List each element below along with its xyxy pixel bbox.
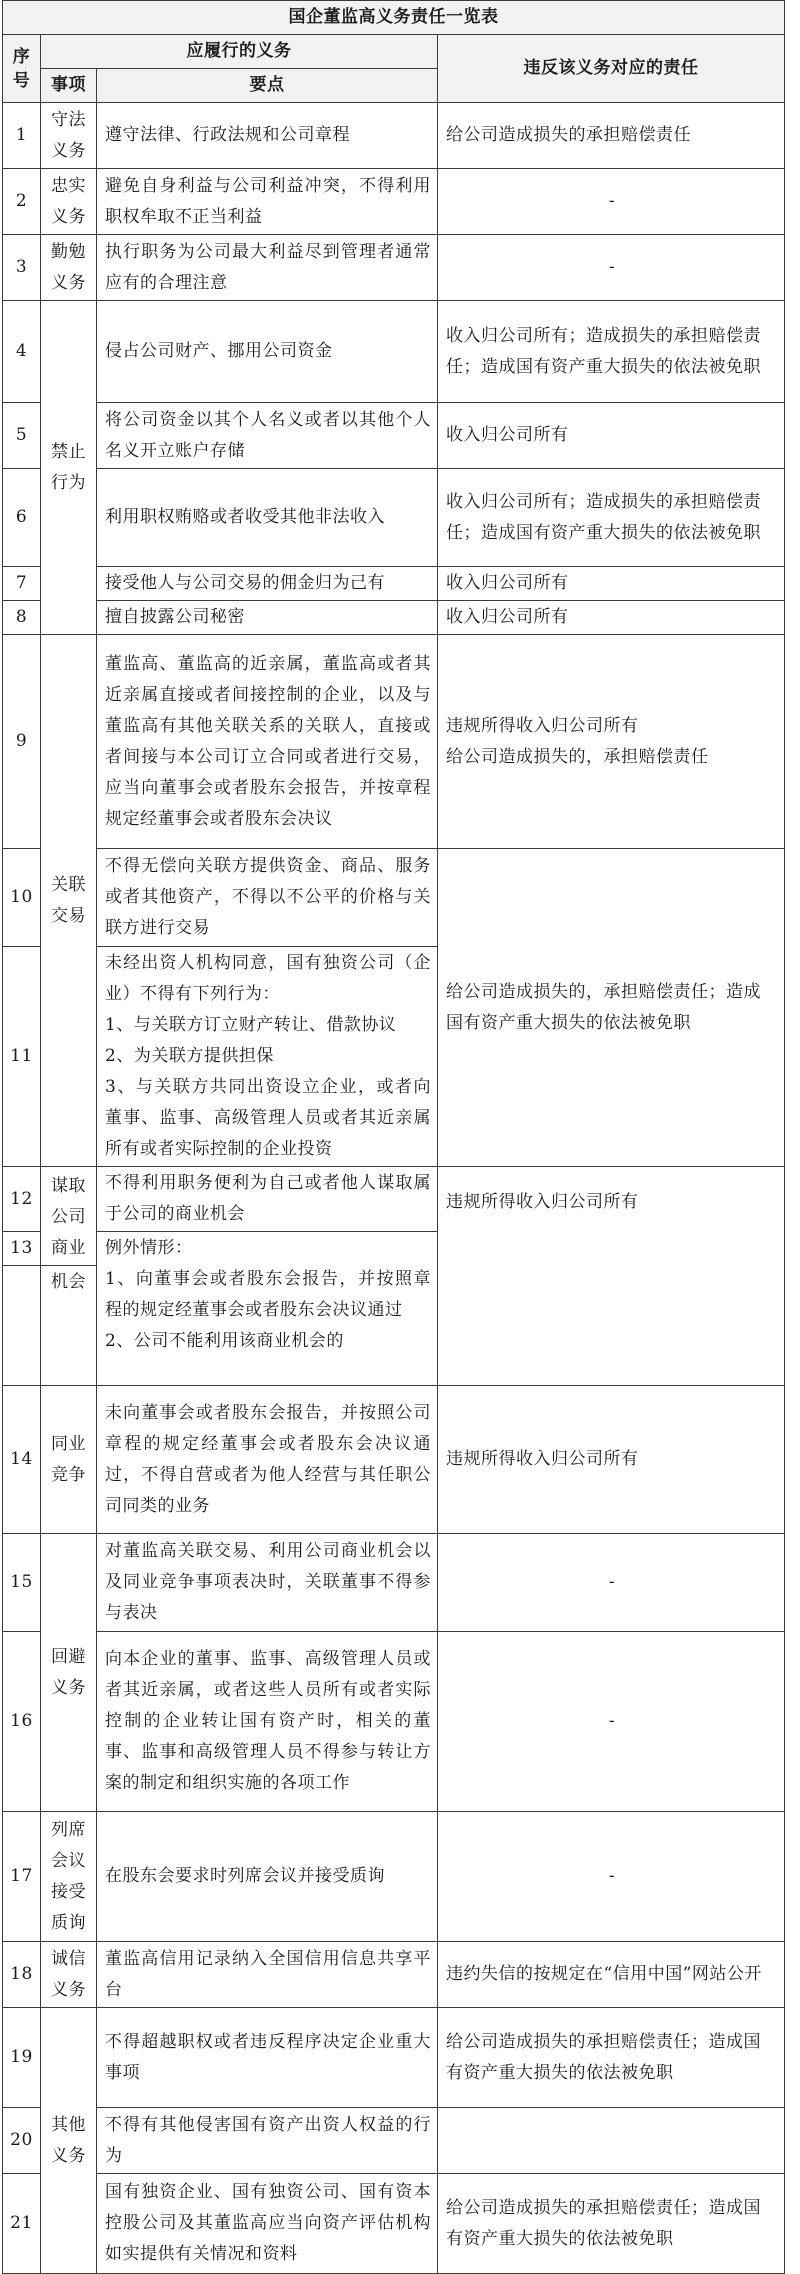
point-line: 3、与关联方共同出资设立企业，或者向董事、监事、高级管理人员或者其近亲属所有或者实际控制的企业投资 [105,1077,431,1159]
duty-responsibility: 收入归公司所有；造成损失的承担赔偿责任；造成国有资产重大损失的依法被免职 [438,301,785,403]
responsibility-line: 违规所得收入归公司所有 [446,715,639,736]
duty-point: 对董监高关联交易、利用公司商业机会以及同业竞争事项表决时，关联董事不得参与表决 [97,1534,438,1632]
duty-responsibility: - [438,235,785,301]
duty-point: 未向董事会或者股东会报告，并按照公司章程的规定经董事会或者股东会决议通过，不得自营或者为他人经营与其任职公司同类的业务 [97,1386,438,1534]
duty-point: 避免自身利益与公司利益冲突，不得利用职权牟取不正当利益 [97,169,438,235]
item-category: 守法义务 [41,103,97,169]
row-seq: 21 [3,2174,41,2274]
row-seq: 4 [3,301,41,403]
duty-responsibility: 给公司造成损失的承担赔偿责任；造成国有资产重大损失的依法被免职 [438,2008,785,2108]
duty-responsibility: 给公司造成损失的承担赔偿责任；造成国有资产重大损失的依法被免职 [438,2174,785,2274]
duty-point [97,947,438,1167]
duty-responsibility: 违规所得收入归公司所有 [438,1386,785,1534]
duty-responsibility: 收入归公司所有；造成损失的承担赔偿责任；造成国有资产重大损失的依法被免职 [438,469,785,567]
duty-point: 在股东会要求时列席会议并接受质询 [97,1812,438,1942]
duty-point: 侵占公司财产、挪用公司资金 [97,301,438,403]
title-row [3,1,785,35]
duty-point: 不得无偿向关联方提供资金、商品、服务或者其他资产，不得以不公平的价格与关联方进行交易 [97,849,438,947]
table-row [3,2008,785,2108]
row-seq: 1 [3,103,41,169]
duty-point: 接受他人与公司交易的佣金归为己有 [97,567,438,601]
item-category: 谋取公司商业 [41,1167,97,1266]
row-seq: 5 [3,403,41,469]
point-line: 例外情形： [105,1238,193,1258]
table-row [3,469,785,567]
item-category: 列席会议接受质询 [41,1812,97,1942]
table-row [3,1632,785,1812]
duty-point: 董监高、董监高的近亲属，董监高或者其近亲属直接或者间接控制的企业，以及与董监高有其他关联关系的关联人，直接或者间接与本公司订立合同或者进行交易，应当向董事会或者股东会报告，并按章程规定经董事会或者股东会决议 [97,635,438,849]
header-duties: 应履行的义务 [41,35,438,69]
item-category: 勤勉义务 [41,235,97,301]
duty-responsibility-empty [438,2108,785,2174]
item-category: 回避义务 [41,1534,97,1812]
table-row [3,403,785,469]
header-responsibility: 违反该义务对应的责任 [438,35,785,103]
duty-responsibility: - [438,1812,785,1942]
duty-responsibility: 违规所得收入归公司所有 [438,1167,785,1386]
item-category: 忠实义务 [41,169,97,235]
table-row [3,1812,785,1942]
table-row [3,2174,785,2274]
duty-responsibility: - [438,169,785,235]
row-seq: 12 [3,1167,41,1232]
duty-point: 执行职务为公司最大利益尽到管理者通常应有的合理注意 [97,235,438,301]
row-seq: 6 [3,469,41,567]
row-seq: 20 [3,2108,41,2174]
duty-responsibility: - [438,1632,785,1812]
duty-point: 向本企业的董事、监事、高级管理人员或者其近亲属，或者这些人员所有或者实际控制的企业转让国有资产时，相关的董事、监事和高级管理人员不得参与转让方案的制定和组织实施的各项工作 [97,1632,438,1812]
row-seq: 3 [3,235,41,301]
row-seq: 8 [3,601,41,635]
table-title: 国企董监高义务责任一览表 [3,1,785,35]
row-seq: 11 [3,947,41,1167]
table-row [3,1534,785,1632]
table-row [3,103,785,169]
table-row [3,301,785,403]
table-row [3,235,785,301]
duty-table [2,0,785,2274]
item-category: 关联交易 [41,635,97,1167]
row-seq: 15 [3,1534,41,1632]
table-row [3,601,785,635]
table-row [3,567,785,601]
point-line: 2、公司不能利用该商业机会的 [105,1331,344,1351]
row-seq: 13 [3,1232,41,1266]
item-category-continuation: 机会 [41,1266,97,1386]
point-line: 1、与关联方订立财产转让、借款协议 [105,1015,397,1035]
item-category: 诚信义务 [41,1942,97,2008]
header-row-1 [3,35,785,69]
duty-point: 遵守法律、行政法规和公司章程 [97,103,438,169]
duty-point: 不得有其他侵害国有资产出资人权益的行为 [97,2108,438,2174]
duty-point: 国有独资企业、国有独资公司、国有资本控股公司及其董监高应当向资产评估机构如实提供有关情况和资料 [97,2174,438,2274]
duty-point: 利用职权贿赂或者收受其他非法收入 [97,469,438,567]
duty-responsibility: - [438,1534,785,1632]
duty-point: 擅自披露公司秘密 [97,601,438,635]
duty-point: 董监高信用记录纳入全国信用信息共享平台 [97,1942,438,2008]
point-line: 2、为关联方提供担保 [105,1046,274,1066]
duty-responsibility: 收入归公司所有 [438,601,785,635]
row-seq: 18 [3,1942,41,2008]
table-row [3,1167,785,1232]
point-line: 未经出资人机构同意，国有独资公司（企业）不得有下列行为： [105,953,431,1004]
row-seq: 14 [3,1386,41,1534]
item-category: 禁止行为 [41,301,97,635]
table-row [3,169,785,235]
header-seq: 序号 [3,35,41,103]
item-category: 同业竞争 [41,1386,97,1534]
item-category: 其他义务 [41,2008,97,2274]
responsibility-line: 给公司造成损失的，承担赔偿责任 [446,746,709,767]
table-row [3,1386,785,1534]
duty-point [97,1232,438,1386]
duty-responsibility: 给公司造成损失的，承担赔偿责任；造成国有资产重大损失的依法被免职 [438,849,785,1167]
row-seq: 17 [3,1812,41,1942]
table-row [3,849,785,947]
row-seq: 16 [3,1632,41,1812]
duty-responsibility: 违约失信的按规定在“信用中国”网站公开 [438,1942,785,2008]
point-line: 1、向董事会或者股东会报告，并按照章程的规定经董事会或者股东会决议通过 [105,1269,431,1320]
table-row [3,2108,785,2174]
header-item: 事项 [41,69,97,103]
table-row [3,1942,785,2008]
row-seq: 7 [3,567,41,601]
duty-point: 将公司资金以其个人名义或者以其他个人名义开立账户存储 [97,403,438,469]
duty-responsibility: 给公司造成损失的承担赔偿责任 [438,103,785,169]
table-row [3,635,785,849]
row-seq: 2 [3,169,41,235]
duty-responsibility: 收入归公司所有 [438,567,785,601]
row-seq-empty [3,1266,41,1386]
duty-point: 不得利用职务便利为自己或者他人谋取属于公司的商业机会 [97,1167,438,1232]
row-seq: 10 [3,849,41,947]
duty-responsibility: 收入归公司所有 [438,403,785,469]
duty-point: 不得超越职权或者违反程序决定企业重大事项 [97,2008,438,2108]
row-seq: 9 [3,635,41,849]
duty-responsibility [438,635,785,849]
header-point: 要点 [97,69,438,103]
row-seq: 19 [3,2008,41,2108]
